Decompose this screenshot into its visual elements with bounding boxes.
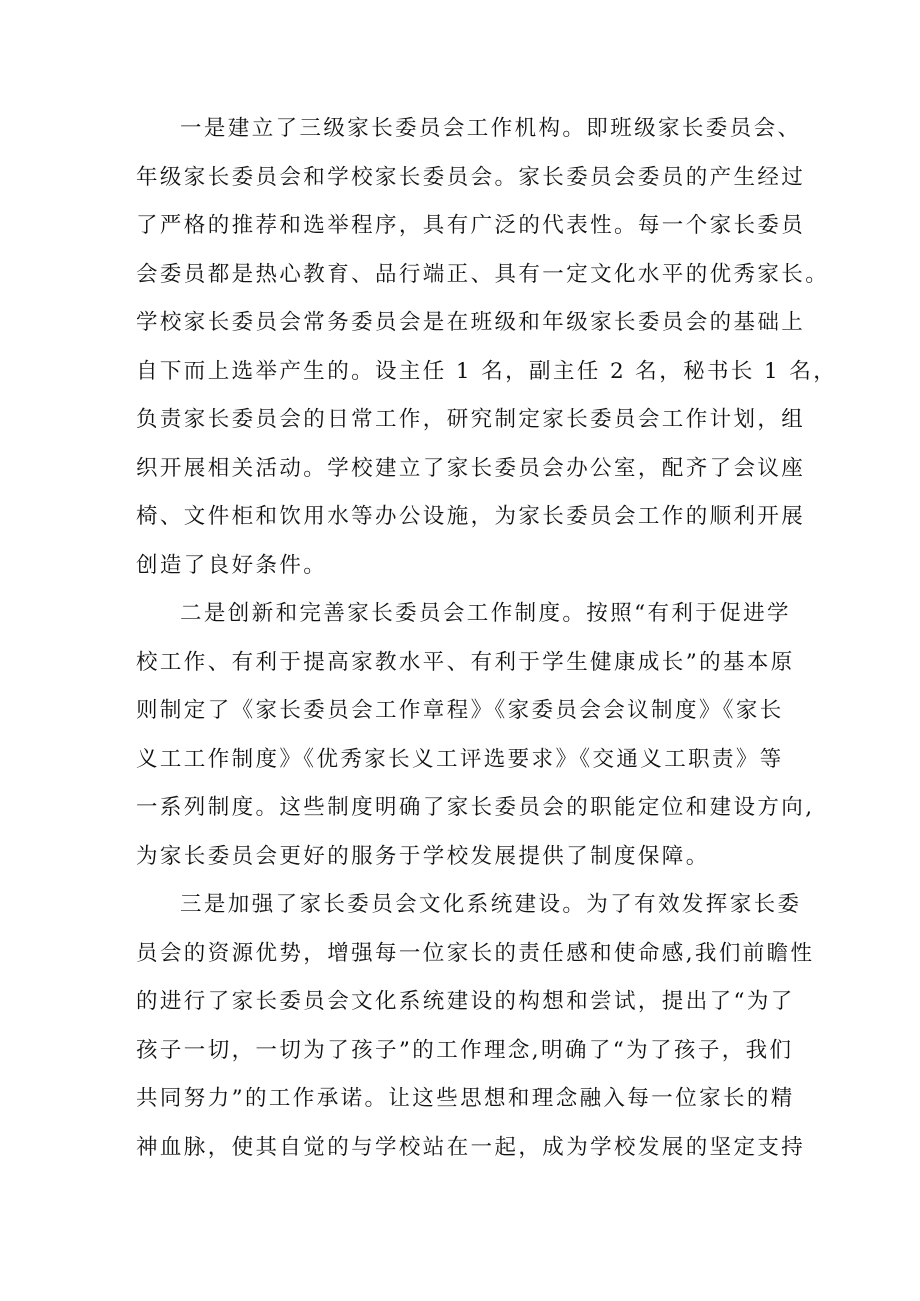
paragraph-1-line-4: 会委员都是热心教育、品行端正、具有一定文化水平的优秀家长。 [136,262,830,287]
paragraph-3-line-4: 孩子一切，一切为了孩子”的工作理念,明确了“为了孩子，我们 [136,1038,794,1063]
paragraph-3-line-3: 的进行了家长委员会文化系统建设的构想和尝试，提出了“为了 [136,989,795,1014]
paragraph-3-line-1: 三是加强了家长委员会文化系统建设。为了有效发挥家长委 [180,892,802,917]
paragraph-2-line-5: 一系列制度。这些制度明确了家长委员会的职能定位和建设方向, [136,795,815,820]
paragraph-2-line-2: 校工作、有利于提高家教水平、有利于学生健康成长”的基本原 [136,650,795,675]
paragraph-1-line-3: 了严格的推荐和选举程序，具有广泛的代表性。每一个家长委员 [136,213,806,238]
paragraph-2-line-3: 则制定了《家长委员会工作章程》《家委员会会议制度》《家长 [136,698,784,723]
paragraph-2-line-4: 义工工作制度》《优秀家长义工评选要求》《交通义工职责》等 [136,747,784,772]
paragraph-1-line-7: 负责家长委员会的日常工作，研究制定家长委员会工作计划，组 [136,407,806,432]
paragraph-1-line-9: 椅、文件柜和饮用水等办公设施，为家长委员会工作的顺利开展 [136,504,806,529]
paragraph-1-line-10: 创造了良好条件。 [136,553,328,578]
paragraph-1-line-1: 一是建立了三级家长委员会工作机构。即班级家长委员会、 [180,116,802,141]
paragraph-1-line-2: 年级家长委员会和学校家长委员会。家长委员会委员的产生经过 [136,165,806,190]
paragraph-3-line-6: 神血脉，使其自觉的与学校站在一起，成为学校发展的坚定支持 [136,1135,806,1160]
paragraph-2-line-6: 为家长委员会更好的服务于学校发展提供了制度保障。 [136,844,710,869]
paragraph-1-line-8: 织开展相关活动。学校建立了家长委员会办公室，配齐了会议座 [136,456,806,481]
paragraph-3-line-5: 共同努力”的工作承诺。让这些思想和理念融入每一位家长的精 [136,1086,795,1111]
paragraph-2-line-1: 二是创新和完善家长委员会工作制度。按照“有利于促进学 [180,601,791,626]
paragraph-3-line-2: 员会的资源优势，增强每一位家长的责任感和使命感,我们前瞻性 [136,941,815,966]
paragraph-1-line-5: 学校家长委员会常务委员会是在班级和年级家长委员会的基础上 [136,310,806,335]
paragraph-1-line-6: 自下而上选举产生的。设主任 1 名，副主任 2 名，秘书长 1 名， [136,359,838,384]
